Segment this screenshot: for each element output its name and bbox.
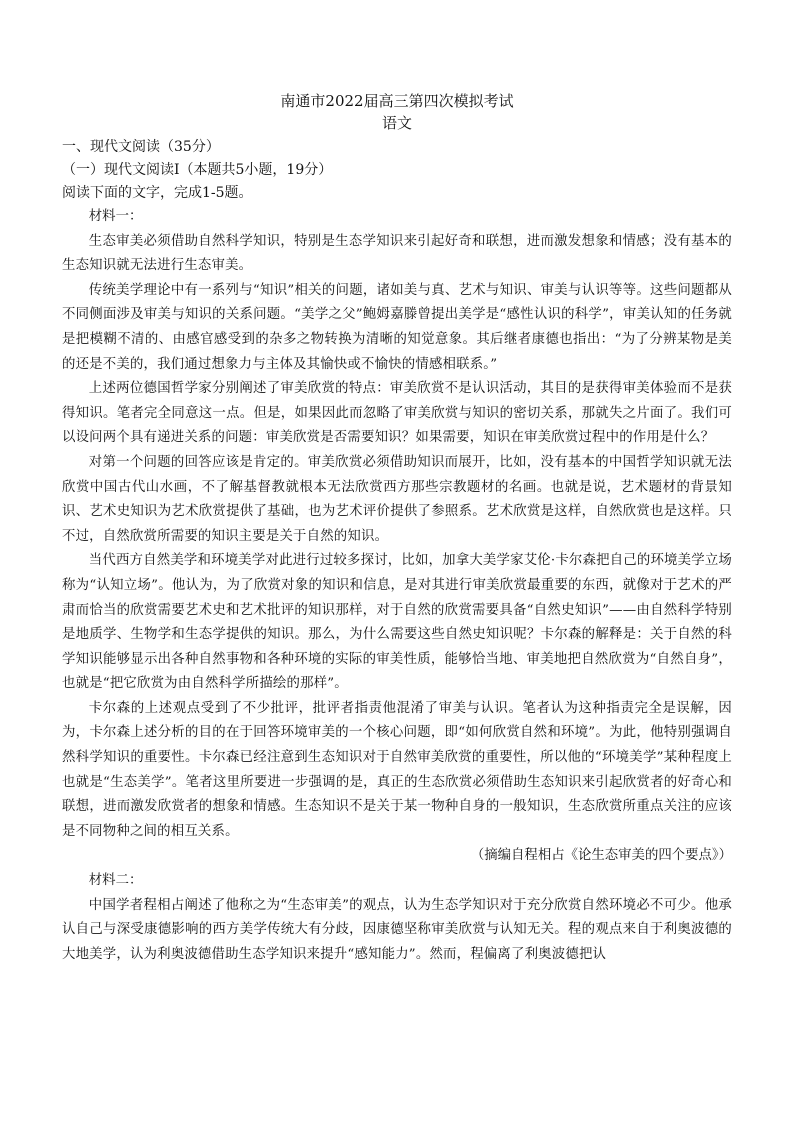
material-one-paragraph: 卡尔森的上述观点受到了不少批评，批评者指责他混淆了审美与认识。笔者认为这种指责完全是误解，因为，卡尔森上述分析的目的在于回答环境审美的一个核心问题，即“如何欣赏自然和环境”。为此，他特别强调自然科学知识的重要性。卡尔森已经注意到生态知识对于自然审美欣赏的重要性，所以他的“环境美学”某种程度上也就是“生态美学”。笔者这里所要进一步强调的是，真正的生态欣赏必须借助生态知识来引起欣赏者的好奇心和联想，进而激发欣赏者的想象和情感。生态知识不是关于某一物种自身的一般知识，生态欣赏所重点关注的应该是不同物种之间的相互关系。 [62, 700, 732, 839]
material-one-source: （摘编自程相占《论生态审美的四个要点》） [470, 848, 732, 864]
exam-subject: 语文 [381, 114, 412, 132]
material-one-paragraph: 对第一个问题的回答应该是肯定的。审美欣赏必须借助知识而展开，比如，没有基本的中国哲学知识就无法欣赏中国古代山水画，不了解基督教就根本无法欣赏西方那些宗教题材的名画。也就是说，艺术题材的背景知识、艺术史知识为艺术欣赏提供了基础，也为艺术评价提供了参照系。艺术欣赏是这样，自然欣赏也是这样。只不过，自然欣赏所需要的知识主要是关于自然的知识。 [62, 454, 732, 544]
exam-title: 南通市2022届高三第四次模拟考试 [280, 92, 514, 110]
material-two-label: 材料二： [88, 873, 143, 889]
material-two-paragraph: 中国学者程相占阐述了他称之为“生态审美”的观点，认为生态学知识对于充分欣赏自然环境必不可少。他承认自己与深受康德影响的西方美学传统大有分歧，因康德坚称审美欣赏与认知无关。程的观点来自于利奥波德的大地美学，认为利奥波德借助生态学知识来提升“感知能力”。然而，程偏离了利奥波德把认 [62, 897, 732, 962]
exam-page [62, 90, 732, 967]
material-one-paragraph: 生态审美必须借助自然科学知识，特别是生态学知识来引起好奇和联想，进而激发想象和情感；没有基本的生态知识就无法进行生态审美。 [62, 233, 732, 274]
material-one-paragraph: 上述两位德国哲学家分别阐述了审美欣赏的特点：审美欣赏不是认识活动，其目的是获得审美体验而不是获得知识。笔者完全同意这一点。但是，如果因此而忽略了审美欣赏与知识的密切关系，那就失之片面了。我们可以设问两个具有递进关系的问题：审美欣赏是否需要知识？如果需要，知识在审美欣赏过程中的作用是什么？ [62, 381, 732, 446]
material-one-paragraph: 传统美学理论中有一系列与“知识”相关的问题，诸如美与真、艺术与知识、审美与认识等等。这些问题都从不同侧面涉及审美与知识的关系问题。“美学之父”鲍姆嘉滕曾提出美学是“感性认识的科学”，审美认知的任务就是把模糊不清的、由感官感受到的杂多之物转换为清晰的知觉意象。其后继者康德也指出：“为了分辨某物是美的还是不美的，我们通过想象力与主体及其愉快或不愉快的情感相联系。” [62, 282, 732, 372]
material-one-paragraph: 当代西方自然美学和环境美学对此进行过较多探讨，比如，加拿大美学家艾伦·卡尔森把自己的环境美学立场称为“认知立场”。他认为，为了欣赏对象的知识和信息，是对其进行审美欣赏最重要的东西，就像对于艺术的严肃而恰当的欣赏需要艺术史和艺术批评的知识那样，对于自然的欣赏需要具备“自然史知识”——由自然科学特别是地质学、生物学和生态学提供的知识。那么，为什么需要这些自然史知识呢？卡尔森的解释是：关于自然的科学知识能够显示出各种自然事物和各种环境的实际的审美性质，能够恰当地、审美地把自然欣赏为“自然自身”，也就是“把它欣赏为由自然科学所描绘的那样”。 [62, 553, 733, 692]
reading-instruction: 阅读下面的文字，完成1-5题。 [62, 185, 253, 201]
subsection-heading: （一）现代文阅读Ⅰ（本题共5小题，19分） [62, 162, 333, 178]
section-heading: 一、现代文阅读（35分） [62, 139, 220, 155]
material-one-label: 材料一： [88, 209, 143, 224]
